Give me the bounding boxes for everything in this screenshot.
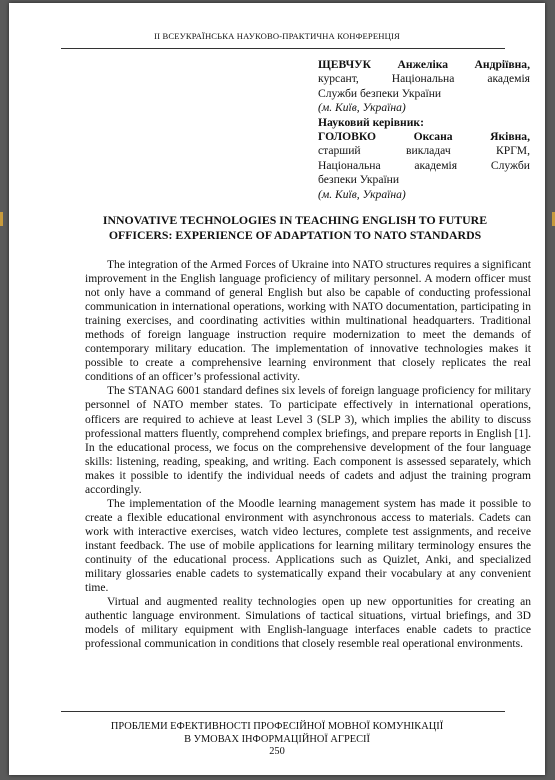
paragraph-4: Virtual and augmented reality technologies open up new opportunities for creating an authentic language environment. Simulations of tactical situations, virtual briefings, and 3D models of military equipment with English-language interfaces enable cadets to practice professional communication in conditions that closely resemble real operational environments. <box>85 596 531 651</box>
author-affiliation-2: Служби безпеки України <box>318 86 442 100</box>
author-affiliation-1: курсант, Національна академія <box>318 72 530 86</box>
footer-line-2: В УМОВАХ ІНФОРМАЦІЙНОЇ АГРЕСІЇ <box>184 733 370 745</box>
supervisor-position-2: Національна академія Служби <box>318 158 530 172</box>
supervisor-position-3: безпеки України <box>318 173 400 187</box>
article-title <box>69 213 521 242</box>
supervisor-location: (м. Київ, Україна) <box>318 187 406 201</box>
supervisor-name: ГОЛОВКО Оксана Яківна, <box>318 130 530 144</box>
header-rule <box>61 48 505 49</box>
page-number: 250 <box>269 746 285 758</box>
document-page <box>9 3 545 775</box>
paragraph-1: The integration of the Armed Forces of Ukraine into NATO structures requires a significant improvement in the English language proficiency of military personnel. A modern officer must not only have a command of general English but also be capable of conducting professional communication in international operations, working with NATO documentation, participating in training exercises, and coordinating activities within multinational headquarters. Traditional methods of foreign language instruction require modernization to meet the demands of contemporary military education. The implementation of innovative technologies makes it possible to create a comprehensive learning environment that closely replicates the real conditions of an officer’s professional activity. <box>85 259 531 384</box>
supervisor-label: Науковий керівник: <box>318 115 424 129</box>
running-footer <box>9 721 545 759</box>
author-block <box>318 58 530 202</box>
article-title-line-1: INNOVATIVE TECHNOLOGIES IN TEACHING ENGLISH TO FUTURE <box>102 213 488 227</box>
running-header: II ВСЕУКРАЇНСЬКА НАУКОВО-ПРАКТИЧНА КОНФЕРЕНЦІЯ <box>154 31 400 41</box>
left-edge-marker <box>0 212 3 226</box>
article-body <box>85 258 531 651</box>
author-name: ЩЕВЧУК Анжеліка Андріївна, <box>318 58 530 71</box>
author-location: (м. Київ, Україна) <box>318 101 406 115</box>
paragraph-3: The implementation of the Moodle learning management system has made it possible to create a flexible educational environment with asynchronous access to materials. Cadets can work with interactive exercises, watch video lectures, complete test assignments, and receive instant feedback. The use of mobile applications for learning military terminology ensures the continuity of the educational process. Applications such as Quizlet, Anki, and specialized military glossaries enable cadets to systematically expand their vocabulary at any convenient time. <box>85 497 531 595</box>
footer-line-1: ПРОБЛЕМИ ЕФЕКТИВНОСТІ ПРОФЕСІЙНОЇ МОВНОЇ КОМУНІКАЦІЇ <box>110 721 444 732</box>
supervisor-position-1: старший викладач КРГМ, <box>318 144 530 158</box>
paragraph-2: The STANAG 6001 standard defines six levels of foreign language proficiency for military personnel of NATO member states. To participate effectively in international operations, officers are required to achieve at least Level 3 (SLP 3), which implies the ability to discuss professional matters fluently, comprehend complex briefings, and prepare reports in English [1]. In the educational process, we focus on the comprehensive development of the four language skills: listening, reading, speaking, and writing. Each component is assessed separately, which makes it possible to identify the individual needs of cadets and adjust the training program accordingly. <box>85 385 531 496</box>
footer-rule <box>61 711 505 712</box>
article-title-line-2: OFFICERS: EXPERIENCE OF ADAPTATION TO NATO STANDARDS <box>108 227 482 242</box>
